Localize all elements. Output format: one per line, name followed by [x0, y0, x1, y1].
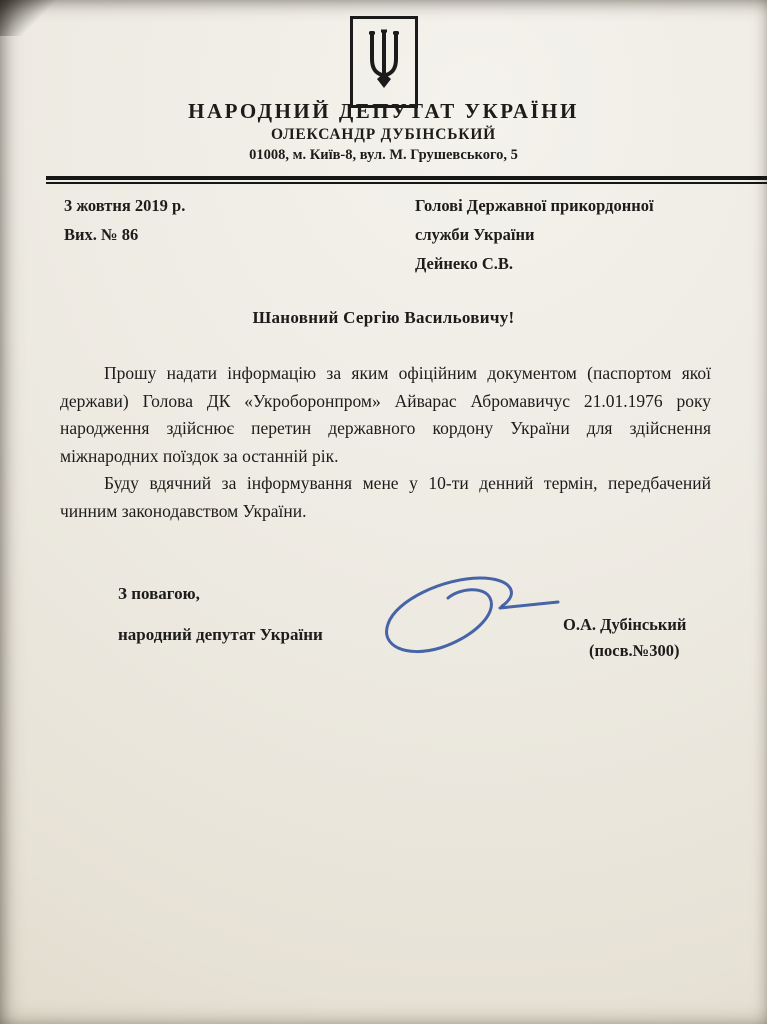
date-line: 3 жовтня 2019 р.	[64, 196, 186, 215]
salutation: Шановний Сергію Васильовичу!	[252, 308, 515, 327]
recipient-block	[415, 191, 654, 278]
recipient-line-2: служби України	[415, 225, 535, 244]
letterhead-divider	[46, 176, 767, 184]
meta-block	[64, 191, 185, 249]
letterhead-title: НАРОДНИЙ ДЕПУТАТ УКРАЇНИ	[188, 99, 579, 123]
letter-body	[60, 360, 711, 525]
reference-line: Вих. № 86	[64, 225, 139, 244]
recipient-line-1: Голові Державної прикордонної	[415, 196, 654, 215]
body-paragraph-1: Прошу надати інформацію за яким офіційним документом (паспортом якої держави) Голова ДК «Укроборонпром» Айварас Абромавичус 21.01.1976 року народження здійснює перетин державного кордону України для здійснення міжнародних поїздок за останній рік.	[60, 363, 711, 466]
signer-block	[563, 612, 686, 664]
closing-phrase: З повагою,	[118, 584, 200, 603]
signer-role: народний депутат України	[118, 625, 323, 644]
letterhead-address: 01008, м. Київ-8, вул. М. Грушевського, 5	[249, 147, 518, 163]
photo-corner-shadow	[0, 0, 64, 36]
recipient-line-3: Дейнеко С.В.	[415, 254, 514, 273]
signer-credential: (посв.№300)	[589, 641, 680, 660]
body-paragraph-2: Буду вдячний за інформування мене у 10-ти денний термін, передбачений чинним законодавством України.	[60, 473, 711, 521]
deputy-name: ОЛЕКСАНДР ДУБІНСЬКИЙ	[270, 126, 497, 143]
signer-name: О.А. Дубінський	[563, 615, 687, 634]
emblem-frame	[350, 16, 418, 108]
handwritten-signature-ink	[352, 566, 567, 679]
ukraine-trident-icon	[364, 28, 404, 97]
